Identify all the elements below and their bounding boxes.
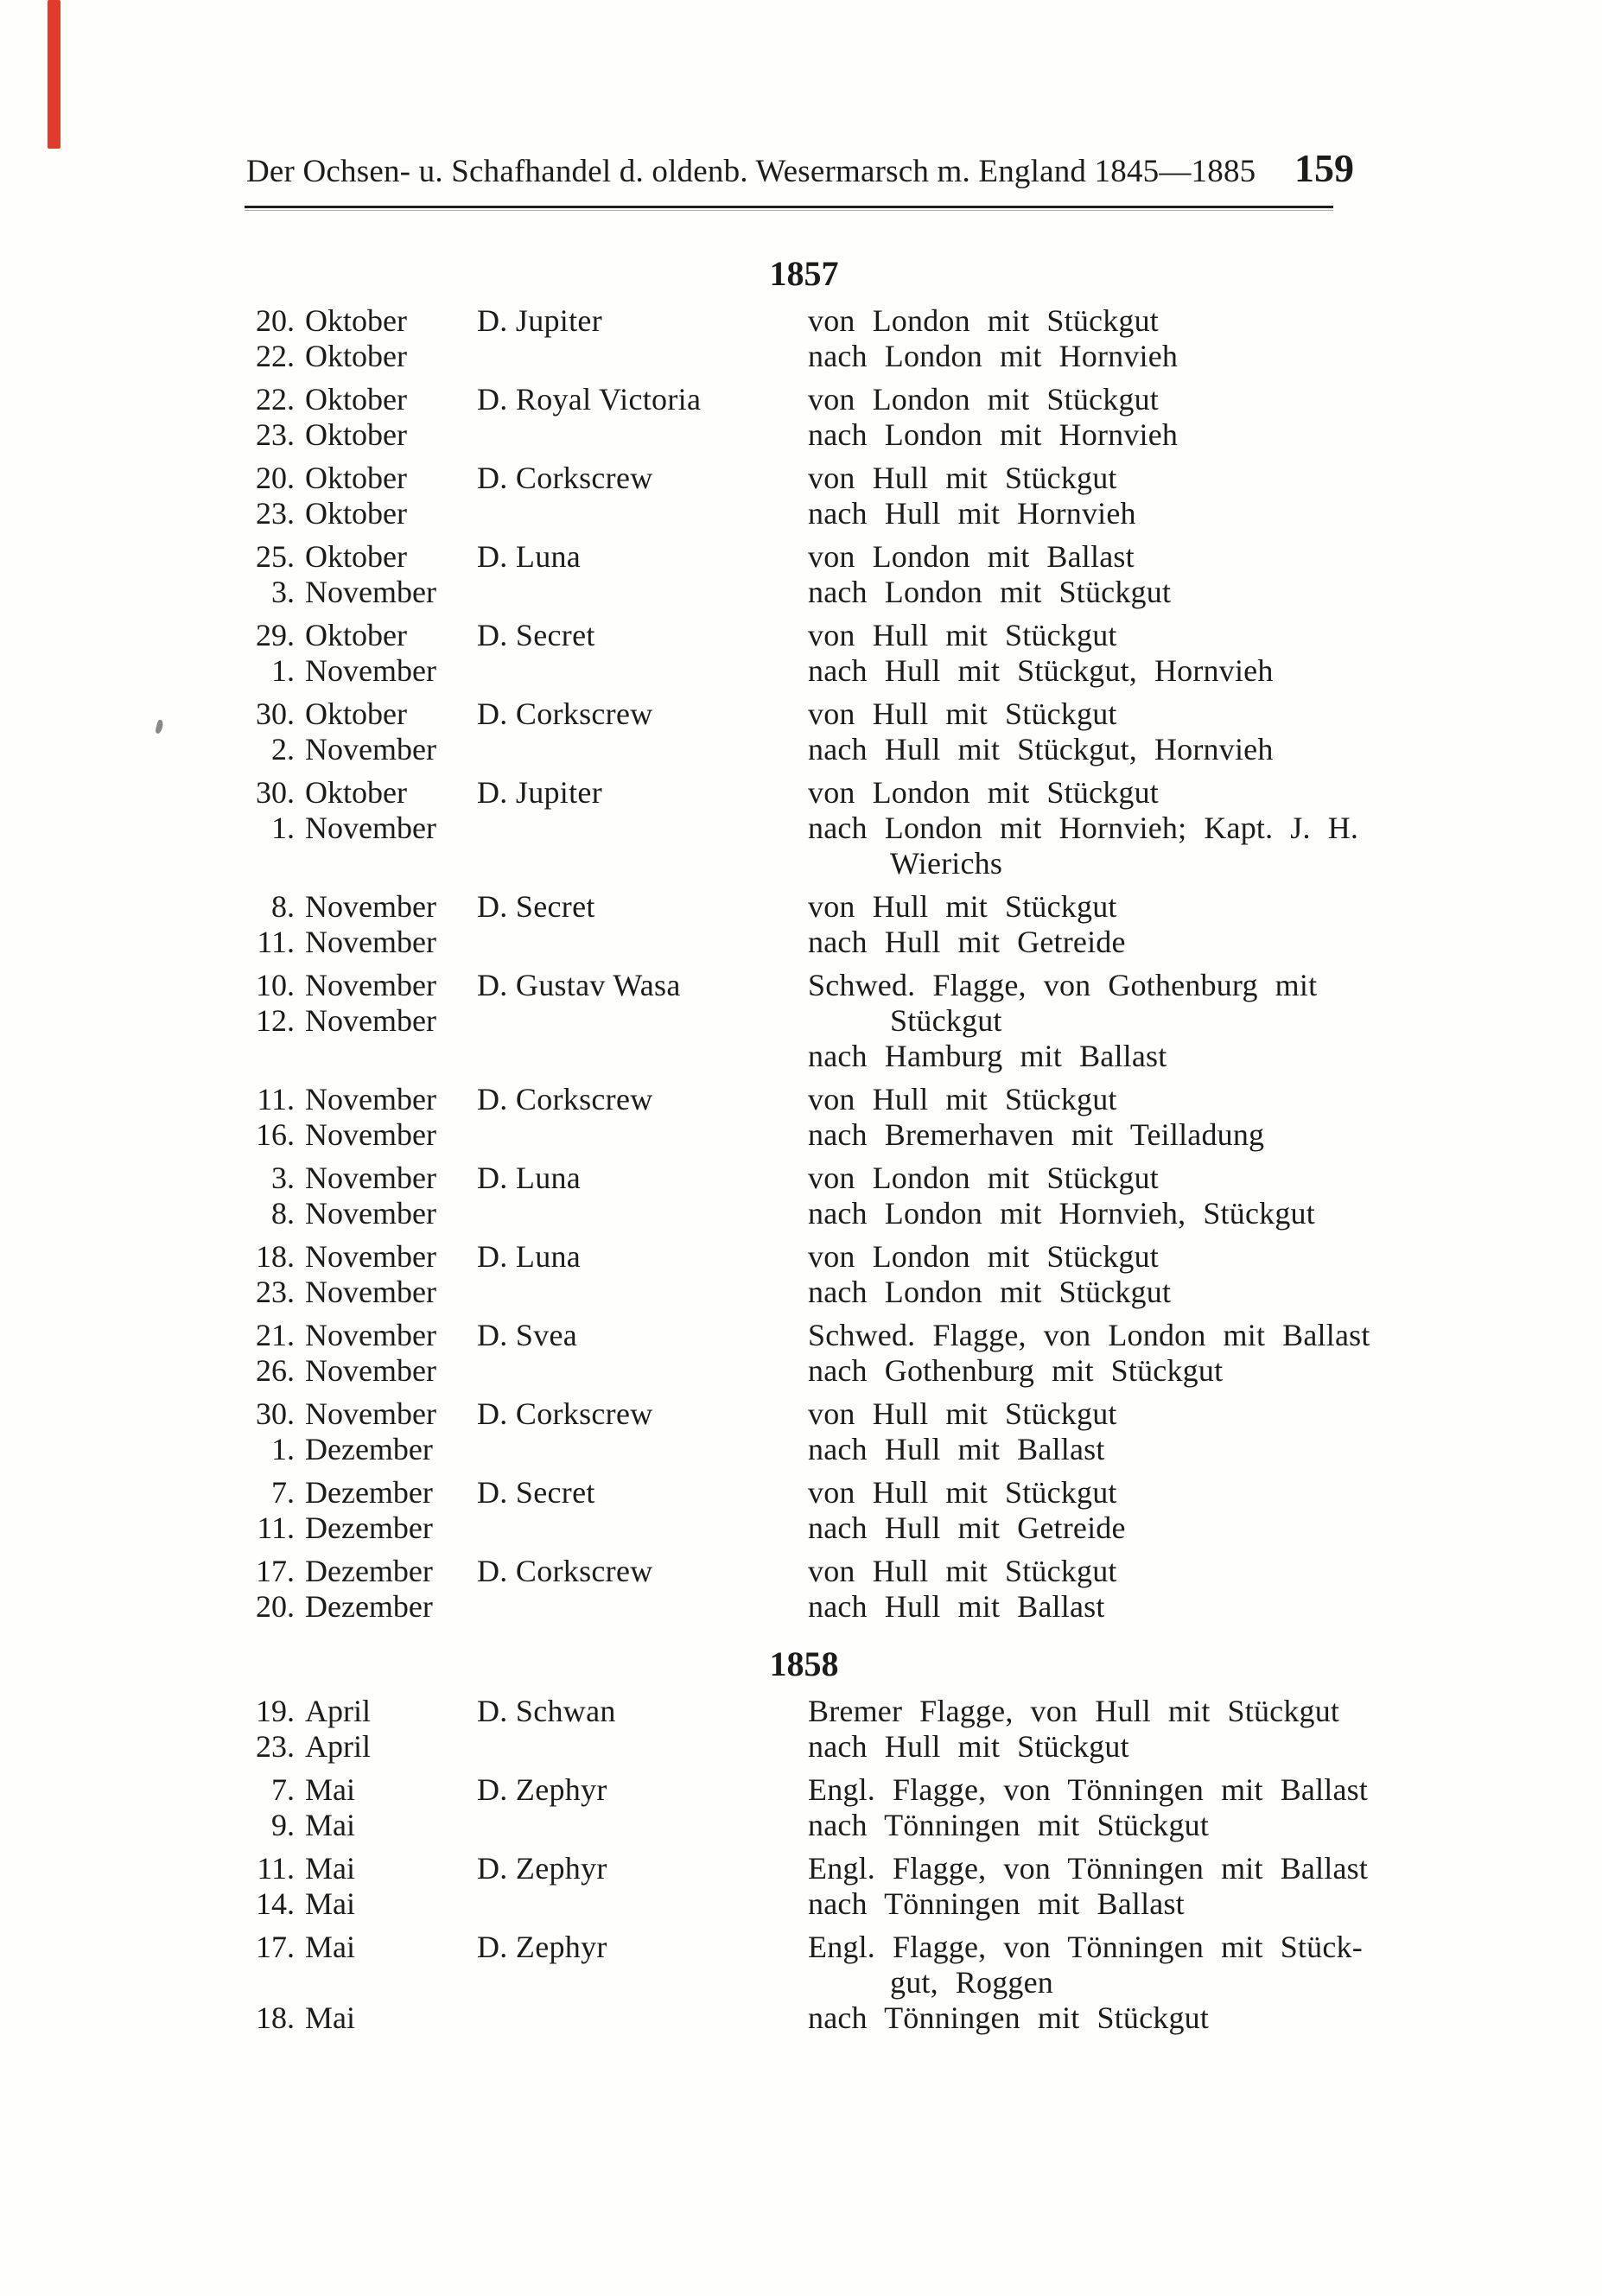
date-month: Oktober bbox=[305, 496, 407, 531]
red-margin-mark bbox=[48, 0, 60, 149]
ship-cell bbox=[477, 1886, 808, 1922]
table-row bbox=[246, 339, 1498, 374]
voyage-entry bbox=[246, 618, 1498, 689]
date-day: 18. bbox=[256, 1239, 295, 1274]
voyage-entry bbox=[246, 1554, 1498, 1625]
date-month: Oktober bbox=[305, 461, 407, 495]
cargo-cell: nach Tönningen mit Ballast bbox=[808, 1886, 1185, 1921]
date-month: Dezember bbox=[305, 1589, 433, 1624]
cargo-cell: von London mit Stückgut bbox=[808, 382, 1159, 417]
voyage-entry bbox=[246, 1239, 1498, 1310]
date-cell bbox=[246, 1729, 477, 1765]
voyage-entry bbox=[246, 1475, 1498, 1546]
voyage-entry bbox=[246, 1772, 1498, 1843]
shipping-list bbox=[246, 255, 1498, 2036]
ship-cell bbox=[477, 339, 808, 374]
date-month: November bbox=[305, 1161, 436, 1195]
ship-cell bbox=[477, 1117, 808, 1153]
date-month: Oktober bbox=[305, 618, 407, 652]
ship-cell bbox=[477, 1808, 808, 1843]
date-cell bbox=[246, 889, 477, 925]
cargo-cell: gut, Roggen bbox=[890, 1965, 1053, 2000]
cargo-cell: nach Hamburg mit Ballast bbox=[808, 1039, 1167, 1073]
date-cell bbox=[246, 846, 477, 881]
date-cell bbox=[246, 1117, 477, 1153]
date-month: Dezember bbox=[305, 1432, 433, 1466]
voyage-entry bbox=[246, 1694, 1498, 1765]
ship-cell bbox=[477, 732, 808, 767]
ship-cell bbox=[477, 1196, 808, 1231]
ship-cell: D. Corkscrew bbox=[477, 461, 653, 495]
voyage-entry bbox=[246, 1851, 1498, 1922]
date-day: 1. bbox=[271, 1432, 295, 1466]
ship-cell bbox=[477, 1353, 808, 1389]
date-day: 7. bbox=[271, 1475, 295, 1510]
ship-cell: D. Corkscrew bbox=[477, 1082, 653, 1116]
table-row bbox=[246, 496, 1498, 531]
date-cell bbox=[246, 1886, 477, 1922]
ship-cell bbox=[477, 575, 808, 610]
table-row bbox=[246, 968, 1498, 1003]
table-row bbox=[246, 382, 1498, 417]
date-day: 2. bbox=[271, 732, 295, 766]
ship-cell bbox=[477, 496, 808, 531]
date-month: November bbox=[305, 1239, 436, 1274]
date-cell bbox=[246, 382, 477, 417]
table-row bbox=[246, 653, 1498, 689]
cargo-cell: Wierichs bbox=[890, 846, 1003, 881]
date-day: 25. bbox=[256, 539, 295, 574]
table-row bbox=[246, 732, 1498, 767]
voyage-entry bbox=[246, 539, 1498, 610]
table-row bbox=[246, 1396, 1498, 1432]
table-row bbox=[246, 539, 1498, 575]
ship-cell: D. Corkscrew bbox=[477, 1554, 653, 1588]
cargo-cell: von London mit Stückgut bbox=[808, 303, 1159, 338]
date-day: 10. bbox=[256, 968, 295, 1002]
cargo-cell: nach Hull mit Stückgut, Hornvieh bbox=[808, 732, 1274, 766]
ship-cell bbox=[477, 1511, 808, 1546]
cargo-cell: nach Hull mit Getreide bbox=[808, 925, 1126, 959]
cargo-cell: von Hull mit Stückgut bbox=[808, 461, 1117, 495]
date-cell bbox=[246, 775, 477, 811]
year-heading-1857: 1857 bbox=[769, 254, 839, 293]
date-month: April bbox=[305, 1729, 371, 1764]
date-day: 23. bbox=[256, 1275, 295, 1309]
table-row bbox=[246, 889, 1498, 925]
table-row bbox=[246, 618, 1498, 653]
date-month: November bbox=[305, 575, 436, 609]
date-day: 16. bbox=[256, 1117, 295, 1152]
ship-cell: D. Jupiter bbox=[477, 775, 602, 810]
date-month: November bbox=[305, 732, 436, 766]
cargo-cell: Stückgut bbox=[890, 1003, 1002, 1038]
date-month: Oktober bbox=[305, 339, 407, 373]
date-month: November bbox=[305, 1196, 436, 1231]
date-month: Mai bbox=[305, 2000, 355, 2035]
date-month: November bbox=[305, 1117, 436, 1152]
date-month: Mai bbox=[305, 1886, 355, 1921]
date-cell bbox=[246, 1589, 477, 1625]
date-month: November bbox=[305, 968, 436, 1002]
cargo-cell: von Hull mit Stückgut bbox=[808, 618, 1117, 652]
table-row bbox=[246, 1694, 1498, 1729]
date-month: November bbox=[305, 1396, 436, 1431]
ship-cell bbox=[477, 417, 808, 453]
ship-cell: D. Corkscrew bbox=[477, 1396, 653, 1431]
date-day: 22. bbox=[256, 382, 295, 417]
table-row bbox=[246, 1432, 1498, 1467]
date-cell bbox=[246, 339, 477, 374]
ship-cell bbox=[477, 1432, 808, 1467]
cargo-cell: Schwed. Flagge, von London mit Ballast bbox=[808, 1318, 1370, 1352]
date-cell bbox=[246, 1511, 477, 1546]
cargo-cell: von London mit Stückgut bbox=[808, 1239, 1159, 1274]
header-rule bbox=[245, 206, 1333, 208]
cargo-cell: von Hull mit Stückgut bbox=[808, 1475, 1117, 1510]
ship-cell bbox=[477, 1729, 808, 1765]
running-title: Der Ochsen- u. Schafhandel d. oldenb. Wesermarsch m. England 1845—1885 bbox=[246, 154, 1256, 189]
date-cell bbox=[246, 1196, 477, 1231]
date-cell bbox=[246, 1808, 477, 1843]
ship-cell bbox=[477, 1039, 808, 1074]
voyage-entry bbox=[246, 1161, 1498, 1231]
date-day: 14. bbox=[256, 1886, 295, 1921]
ship-cell: D. Schwan bbox=[477, 1694, 616, 1728]
date-day: 17. bbox=[256, 1554, 295, 1588]
date-cell bbox=[246, 1353, 477, 1389]
date-day: 21. bbox=[256, 1318, 295, 1352]
ship-cell: D. Secret bbox=[477, 618, 595, 652]
date-month: November bbox=[305, 1318, 436, 1352]
cargo-cell: nach Hull mit Ballast bbox=[808, 1589, 1105, 1624]
date-month: Mai bbox=[305, 1851, 355, 1886]
date-month: November bbox=[305, 1275, 436, 1309]
cargo-cell: Engl. Flagge, von Tönningen mit Ballast bbox=[808, 1851, 1369, 1886]
cargo-cell: nach London mit Hornvieh bbox=[808, 339, 1179, 373]
cargo-cell: von London mit Ballast bbox=[808, 539, 1135, 574]
ship-cell: D. Gustav Wasa bbox=[477, 968, 681, 1002]
date-day: 1. bbox=[271, 811, 295, 845]
table-row bbox=[246, 1554, 1498, 1589]
ship-cell: D. Zephyr bbox=[477, 1851, 607, 1886]
date-day: 17. bbox=[256, 1930, 295, 1964]
date-cell bbox=[246, 968, 477, 1003]
date-cell bbox=[246, 925, 477, 960]
table-row bbox=[246, 2000, 1498, 2036]
date-month: Oktober bbox=[305, 303, 407, 338]
date-day: 20. bbox=[256, 461, 295, 495]
page-header bbox=[246, 145, 1354, 191]
date-month: November bbox=[305, 653, 436, 688]
date-cell bbox=[246, 1554, 477, 1589]
cargo-cell: Schwed. Flagge, von Gothenburg mit bbox=[808, 968, 1318, 1002]
date-day: 8. bbox=[271, 1196, 295, 1231]
table-row bbox=[246, 417, 1498, 453]
cargo-cell: nach Hull mit Stückgut bbox=[808, 1729, 1129, 1764]
date-month: Dezember bbox=[305, 1511, 433, 1545]
date-day: 30. bbox=[256, 696, 295, 731]
cargo-cell: nach Tönningen mit Stückgut bbox=[808, 1808, 1210, 1842]
ship-cell: D. Secret bbox=[477, 889, 595, 924]
table-row bbox=[246, 1475, 1498, 1511]
date-day: 23. bbox=[256, 417, 295, 452]
ship-cell bbox=[477, 925, 808, 960]
date-day: 9. bbox=[271, 1808, 295, 1842]
date-month: Oktober bbox=[305, 382, 407, 417]
table-row bbox=[246, 1161, 1498, 1196]
date-month: Oktober bbox=[305, 775, 407, 810]
date-cell bbox=[246, 461, 477, 496]
date-cell bbox=[246, 496, 477, 531]
cargo-cell: nach Hull mit Getreide bbox=[808, 1511, 1126, 1545]
date-day: 30. bbox=[256, 775, 295, 810]
date-day: 29. bbox=[256, 618, 295, 652]
date-month: November bbox=[305, 1003, 436, 1038]
date-month: Dezember bbox=[305, 1554, 433, 1588]
scan-speck bbox=[155, 719, 164, 734]
table-row bbox=[246, 1589, 1498, 1625]
cargo-cell: von Hull mit Stückgut bbox=[808, 1554, 1117, 1588]
table-row bbox=[246, 1965, 1498, 2000]
cargo-cell: nach Bremerhaven mit Teilladung bbox=[808, 1117, 1265, 1152]
table-row bbox=[246, 1930, 1498, 1965]
table-row bbox=[246, 1851, 1498, 1886]
date-cell bbox=[246, 811, 477, 846]
date-day bbox=[246, 846, 295, 881]
table-row bbox=[246, 1239, 1498, 1275]
date-month: April bbox=[305, 1694, 371, 1728]
date-month: Oktober bbox=[305, 539, 407, 574]
table-row bbox=[246, 1196, 1498, 1231]
date-month: Mai bbox=[305, 1772, 355, 1807]
ship-cell bbox=[477, 1003, 808, 1039]
table-row bbox=[246, 1082, 1498, 1117]
cargo-cell: nach London mit Stückgut bbox=[808, 1275, 1172, 1309]
date-cell bbox=[246, 1772, 477, 1808]
ship-cell bbox=[477, 1275, 808, 1310]
ship-cell bbox=[477, 846, 808, 881]
voyage-entry bbox=[246, 303, 1498, 374]
date-day bbox=[246, 1965, 295, 2000]
date-day: 20. bbox=[256, 303, 295, 338]
date-day: 23. bbox=[256, 1729, 295, 1764]
voyage-entry bbox=[246, 1930, 1498, 2036]
date-month: Oktober bbox=[305, 417, 407, 452]
date-day: 26. bbox=[256, 1353, 295, 1388]
table-row bbox=[246, 1353, 1498, 1389]
table-row bbox=[246, 811, 1498, 846]
cargo-cell: nach Hull mit Ballast bbox=[808, 1432, 1105, 1466]
cargo-cell: von Hull mit Stückgut bbox=[808, 1396, 1117, 1431]
date-day: 1. bbox=[271, 653, 295, 688]
date-day: 20. bbox=[256, 1589, 295, 1624]
table-row bbox=[246, 1886, 1498, 1922]
date-cell bbox=[246, 1039, 477, 1074]
date-cell bbox=[246, 575, 477, 610]
date-cell bbox=[246, 539, 477, 575]
date-cell bbox=[246, 303, 477, 339]
ship-cell bbox=[477, 2000, 808, 2036]
cargo-cell: von London mit Stückgut bbox=[808, 1161, 1159, 1195]
ship-cell: D. Secret bbox=[477, 1475, 595, 1510]
date-day: 3. bbox=[271, 575, 295, 609]
table-row bbox=[246, 1808, 1498, 1843]
voyage-entry bbox=[246, 775, 1498, 881]
table-row bbox=[246, 1039, 1498, 1074]
table-row bbox=[246, 1318, 1498, 1353]
date-day: 3. bbox=[271, 1161, 295, 1195]
date-day: 30. bbox=[256, 1396, 295, 1431]
date-cell bbox=[246, 1318, 477, 1353]
cargo-cell: Engl. Flagge, von Tönningen mit Stück- bbox=[808, 1930, 1363, 1964]
date-month: November bbox=[305, 889, 436, 924]
table-row bbox=[246, 1003, 1498, 1039]
date-cell bbox=[246, 1239, 477, 1275]
date-month: November bbox=[305, 1082, 436, 1116]
date-month: Dezember bbox=[305, 1475, 433, 1510]
date-cell bbox=[246, 696, 477, 732]
date-day: 12. bbox=[256, 1003, 295, 1038]
date-day: 18. bbox=[256, 2000, 295, 2035]
date-day: 23. bbox=[256, 496, 295, 531]
ship-cell: D. Svea bbox=[477, 1318, 578, 1352]
voyage-entry bbox=[246, 1082, 1498, 1153]
cargo-cell: Bremer Flagge, von Hull mit Stückgut bbox=[808, 1694, 1340, 1728]
date-month: Mai bbox=[305, 1808, 355, 1842]
date-day: 7. bbox=[271, 1772, 295, 1807]
ship-cell: D. Royal Victoria bbox=[477, 382, 702, 417]
cargo-cell: nach London mit Stückgut bbox=[808, 575, 1172, 609]
ship-cell: D. Luna bbox=[477, 1239, 582, 1274]
date-cell bbox=[246, 1475, 477, 1511]
ship-cell: D. Jupiter bbox=[477, 303, 602, 338]
cargo-cell: Engl. Flagge, von Tönningen mit Ballast bbox=[808, 1772, 1369, 1807]
cargo-cell: von Hull mit Stückgut bbox=[808, 696, 1117, 731]
voyage-entry bbox=[246, 461, 1498, 531]
date-cell bbox=[246, 1965, 477, 2000]
date-month: November bbox=[305, 811, 436, 845]
table-row bbox=[246, 575, 1498, 610]
ship-cell bbox=[477, 653, 808, 689]
date-cell bbox=[246, 653, 477, 689]
date-cell bbox=[246, 1275, 477, 1310]
table-row bbox=[246, 1729, 1498, 1765]
table-row bbox=[246, 1117, 1498, 1153]
ship-cell: D. Zephyr bbox=[477, 1930, 607, 1964]
date-day: 11. bbox=[257, 1851, 295, 1886]
date-cell bbox=[246, 1003, 477, 1039]
date-cell bbox=[246, 417, 477, 453]
date-month: Oktober bbox=[305, 696, 407, 731]
table-row bbox=[246, 461, 1498, 496]
table-row bbox=[246, 775, 1498, 811]
date-day: 19. bbox=[256, 1694, 295, 1728]
ship-cell: D. Zephyr bbox=[477, 1772, 607, 1807]
date-cell bbox=[246, 1396, 477, 1432]
ship-cell bbox=[477, 811, 808, 846]
date-cell bbox=[246, 1694, 477, 1729]
date-cell bbox=[246, 1161, 477, 1196]
cargo-cell: von London mit Stückgut bbox=[808, 775, 1159, 810]
date-day: 11. bbox=[257, 1511, 295, 1545]
table-row bbox=[246, 846, 1498, 881]
cargo-cell: von Hull mit Stückgut bbox=[808, 889, 1117, 924]
table-row bbox=[246, 1511, 1498, 1546]
date-day: 11. bbox=[257, 925, 295, 959]
cargo-cell: nach Gothenburg mit Stückgut bbox=[808, 1353, 1224, 1388]
date-cell bbox=[246, 2000, 477, 2036]
cargo-cell: nach Hull mit Stückgut, Hornvieh bbox=[808, 653, 1274, 688]
date-cell bbox=[246, 1930, 477, 1965]
table-row bbox=[246, 1772, 1498, 1808]
voyage-entry bbox=[246, 382, 1498, 453]
ship-cell: D. Luna bbox=[477, 1161, 582, 1195]
date-month: November bbox=[305, 925, 436, 959]
cargo-cell: nach London mit Hornvieh, Stückgut bbox=[808, 1196, 1315, 1231]
cargo-cell: nach Hull mit Hornvieh bbox=[808, 496, 1136, 531]
table-row bbox=[246, 925, 1498, 960]
cargo-cell: von Hull mit Stückgut bbox=[808, 1082, 1117, 1116]
voyage-entry bbox=[246, 1396, 1498, 1467]
date-cell bbox=[246, 1082, 477, 1117]
cargo-cell: nach London mit Hornvieh bbox=[808, 417, 1179, 452]
table-row bbox=[246, 303, 1498, 339]
cargo-cell: nach Tönningen mit Stückgut bbox=[808, 2000, 1210, 2035]
ship-cell bbox=[477, 1589, 808, 1625]
date-month: Mai bbox=[305, 1930, 355, 1964]
cargo-cell: nach London mit Hornvieh; Kapt. J. H. bbox=[808, 811, 1359, 845]
ship-cell bbox=[477, 1965, 808, 2000]
voyage-entry bbox=[246, 889, 1498, 960]
year-heading-1858: 1858 bbox=[769, 1644, 839, 1683]
date-cell bbox=[246, 1432, 477, 1467]
voyage-entry bbox=[246, 968, 1498, 1074]
date-cell bbox=[246, 1851, 477, 1886]
date-cell bbox=[246, 618, 477, 653]
table-row bbox=[246, 1275, 1498, 1310]
page-number: 159 bbox=[1294, 146, 1354, 190]
date-month: November bbox=[305, 1353, 436, 1388]
table-row bbox=[246, 696, 1498, 732]
date-day: 8. bbox=[271, 889, 295, 924]
date-day bbox=[246, 1039, 295, 1074]
voyage-entry bbox=[246, 1318, 1498, 1389]
date-day: 22. bbox=[256, 339, 295, 373]
date-cell bbox=[246, 732, 477, 767]
voyage-entry bbox=[246, 696, 1498, 767]
ship-cell: D. Luna bbox=[477, 539, 582, 574]
date-day: 11. bbox=[257, 1082, 295, 1116]
ship-cell: D. Corkscrew bbox=[477, 696, 653, 731]
